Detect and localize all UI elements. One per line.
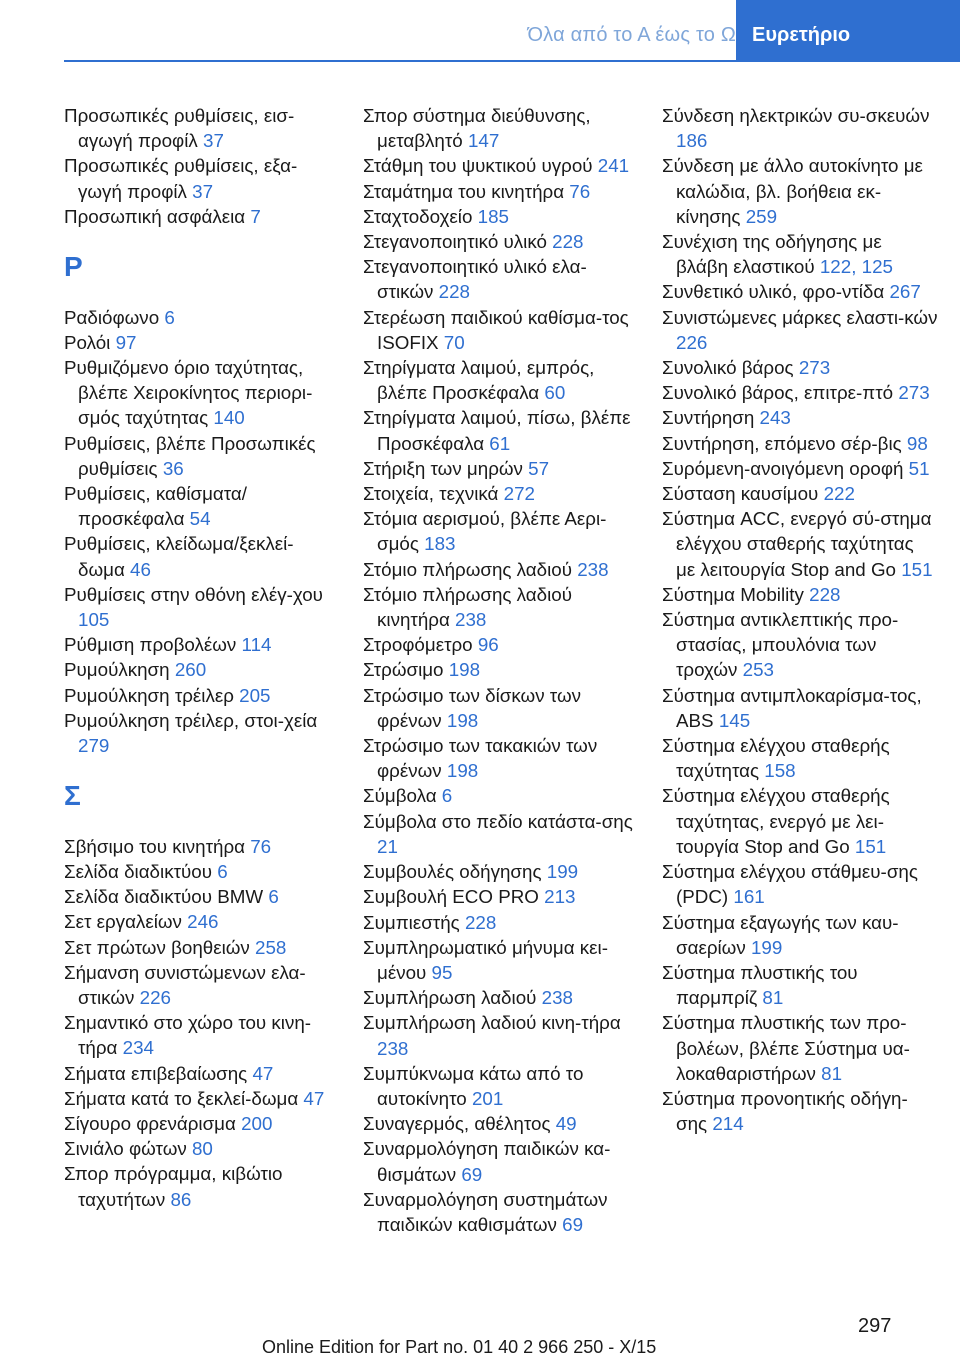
index-entry-term: Σύσταση καυσίμου — [662, 483, 819, 505]
index-entry-page-link[interactable]: 151 — [854, 835, 887, 857]
index-entry-page-link[interactable]: 185 — [477, 205, 509, 227]
index-entry — [363, 1111, 639, 1136]
index-entry — [662, 506, 938, 582]
index-entry-term: Στεγανοποιητικό υλικό ελα‐στικών — [363, 256, 587, 303]
index-entry-page-link[interactable]: 267 — [889, 281, 921, 303]
index-entry — [64, 1010, 340, 1060]
index-entry — [662, 229, 938, 279]
index-entry-term: Σύμβολα στο πεδίο κατάστα‐σης — [363, 810, 633, 832]
index-entry-page-link[interactable]: 198 — [446, 709, 479, 731]
index-entry — [363, 683, 639, 733]
index-entry — [363, 859, 639, 884]
index-letter-heading: Ρ — [64, 250, 83, 282]
index-entry — [363, 632, 639, 657]
page-number: 297 — [858, 1315, 892, 1337]
index-entry-page-link[interactable]: 57 — [528, 457, 550, 479]
index-entry-term: Συναρμολόγηση συστημάτων παιδικών καθισμάτων — [363, 1188, 608, 1235]
index-entry-page-link[interactable]: 259 — [745, 205, 778, 227]
index-entry — [64, 1111, 340, 1136]
index-entry-page-link[interactable]: 69 — [461, 1163, 483, 1185]
index-entry-page-link[interactable]: 81 — [821, 1062, 843, 1084]
index-entry-term: Σύστημα πλυστικής του παρμπρίζ — [662, 961, 858, 1009]
index-entry-term: Σήματα κατά το ξεκλεί‐δωμα — [64, 1087, 299, 1109]
index-entry-term: Στηρίγματα λαιμού, πίσω, βλέπε Προσκέφαλα — [363, 407, 631, 454]
index-entry-term: Ρολόι — [64, 331, 111, 353]
index-entry — [64, 153, 340, 203]
index-entry-term: Ρυθμίσεις, κλείδωμα/ξεκλεί‐δωμα — [64, 533, 294, 580]
index-entry — [363, 254, 639, 304]
index-column-2 — [363, 103, 639, 1237]
index-entry — [363, 305, 639, 355]
index-entry-term: Στηρίγματα λαιμού, εμπρός, βλέπε Προσκέφαλα — [363, 357, 595, 404]
index-entry-term: Στρώσιμο των τακακιών των φρένων — [363, 735, 598, 782]
index-entry — [662, 279, 938, 304]
index-entry-term: Σύστημα προνοητικής οδήγη‐σης — [662, 1087, 908, 1135]
index-entry-term: Σβήσιμο του κινητήρα — [64, 835, 245, 857]
index-entry-term: Ρυθμίσεις στην οθόνη ελέγ‐χου — [64, 583, 323, 605]
index-entry-term: Συνολικό βάρος, επιτρε‐πτό — [662, 382, 894, 404]
index-entry — [363, 179, 639, 204]
index-entry-page-link[interactable]: 228 — [552, 231, 584, 253]
index-entry — [363, 935, 639, 985]
index-entry-term: Στερέωση παιδικού καθίσμα‐τος ISOFIX — [363, 306, 629, 353]
index-entry-page-link[interactable]: 183 — [424, 533, 456, 555]
index-entry — [363, 557, 639, 582]
index-entry — [64, 531, 340, 581]
index-entry-term: Σταχτοδοχείο — [363, 205, 473, 227]
index-entry-page-link[interactable]: 37 — [192, 180, 214, 202]
index-entry-term: Ρυθμίσεις, βλέπε Προσωπικές ρυθμίσεις — [64, 432, 316, 479]
index-entry-page-link[interactable]: 238 — [541, 987, 573, 1009]
index-entry-term: Σινιάλο φώτων — [64, 1138, 187, 1160]
index-entry — [363, 783, 639, 808]
index-entry-term: Συμπλήρωση λαδιού κινη‐τήρα — [363, 1012, 621, 1034]
index-entry — [662, 103, 938, 153]
index-entry-page-link[interactable]: 260 — [174, 659, 207, 681]
index-entry-page-link[interactable]: 273 — [898, 382, 930, 404]
index-entry-term: Σύστημα ελέγχου σταθερής ταχύτητας, ενεργό με λει‐τουργία Stop and Go — [662, 785, 890, 857]
index-entry — [363, 355, 639, 405]
index-entry — [363, 809, 639, 859]
index-entry-term: Ρυμούλκηση τρέιλερ, στοι‐χεία — [64, 709, 318, 731]
section-title: Όλα από το Α έως το Ω — [527, 24, 736, 46]
index-entry-page-link[interactable]: 186 — [676, 130, 708, 152]
index-entry-term: Συμβουλή ECO PRO — [363, 886, 539, 908]
index-entry-term: Στεγανοποιητικό υλικό — [363, 231, 547, 253]
index-entry-page-link[interactable]: 70 — [443, 331, 465, 353]
index-entry-term: Ρυμούλκηση — [64, 659, 170, 681]
index-entry-term: Προσωπικές ρυθμίσεις, εξα‐γωγή προφίλ — [64, 155, 298, 202]
index-entry-page-link[interactable]: 98 — [906, 432, 928, 454]
index-entry-term: Συναρμολόγηση παιδικών κα‐θισμάτων — [363, 1138, 611, 1185]
index-entry-page-link[interactable]: 6 — [441, 785, 453, 807]
index-entry-term: Στοιχεία, τεχνικά — [363, 483, 499, 505]
index-entry-term: Σταμάτημα του κινητήρα — [363, 180, 565, 202]
index-entry — [64, 708, 340, 758]
index-entry — [662, 910, 938, 960]
page-header — [0, 0, 960, 62]
index-entry — [662, 607, 938, 683]
index-entry-term: Συνιστώμενες μάρκες ελαστι‐κών — [662, 306, 938, 328]
index-entry-term: Στήριξη των μηρών — [363, 457, 523, 479]
index-entry-page-link[interactable]: 226 — [139, 987, 171, 1009]
index-entry-term: Σύστημα ελέγχου στάθμευ‐σης (PDC) — [662, 861, 918, 908]
index-entry-page-link[interactable]: 36 — [162, 457, 184, 479]
index-entry — [662, 683, 938, 733]
index-entry-term: Ρυθμίσεις, καθίσματα/ προσκέφαλα — [64, 483, 247, 530]
index-entry-page-link[interactable]: 96 — [477, 634, 499, 656]
index-entry-page-link[interactable]: 199 — [750, 936, 783, 958]
index-entry — [363, 456, 639, 481]
index-column-3 — [662, 103, 938, 1136]
index-entry — [363, 481, 639, 506]
index-entry-page-link[interactable]: 76 — [569, 180, 591, 202]
index-entry-page-link[interactable]: 238 — [455, 609, 487, 631]
index-entry — [363, 910, 639, 935]
index-entry-term: Σήματα επιβεβαίωσης — [64, 1062, 248, 1084]
tab-index[interactable]: Ευρετήριο — [736, 0, 960, 62]
index-entry-term: Ραδιόφωνο — [64, 306, 160, 328]
index-entry — [662, 380, 938, 405]
index-entry-page-link[interactable]: 238 — [577, 558, 609, 580]
index-entry-term: Συρόμενη-ανοιγόμενη οροφή — [662, 457, 904, 479]
index-entry — [363, 733, 639, 783]
index-entry-term: Προσωπική ασφάλεια — [64, 205, 246, 227]
index-entry-page-link[interactable]: 158 — [764, 760, 796, 782]
index-entry — [64, 834, 340, 859]
index-entry-page-link[interactable]: 54 — [189, 508, 211, 530]
index-entry — [64, 859, 340, 884]
index-entry — [64, 305, 340, 330]
index-entry-page-link[interactable]: 105 — [78, 609, 110, 631]
index-entry-term: Σελίδα διαδικτύου — [64, 861, 212, 883]
index-entry — [64, 582, 340, 632]
index-entry-page-link[interactable]: 246 — [187, 911, 219, 933]
index-entry-term: Συνέχιση της οδήγησης με βλάβη ελαστικού — [662, 231, 882, 278]
index-entry — [662, 783, 938, 859]
index-entry — [662, 582, 938, 607]
index-entry-page-link[interactable]: 234 — [122, 1037, 154, 1059]
index-entry — [64, 204, 340, 229]
index-entry — [363, 204, 639, 229]
index-entry-page-link[interactable]: 199 — [546, 861, 579, 883]
index-entry — [363, 985, 639, 1010]
index-entry — [363, 1061, 639, 1111]
index-entry-page-link[interactable]: 37 — [203, 130, 224, 152]
index-entry — [64, 884, 340, 909]
index-entry — [64, 960, 340, 1010]
index-entry-term: Σύστημα ACC, ενεργό σύ‐στημα ελέγχου σταθερής ταχύτητας με λειτουργία Stop and Go — [662, 508, 932, 580]
index-entry-page-link[interactable]: 51 — [908, 457, 930, 479]
index-entry-term: Στροφόμετρο — [363, 634, 473, 656]
index-entry — [64, 103, 340, 153]
index-entry-page-link[interactable]: 86 — [170, 1188, 192, 1210]
index-entry-term: Συμπιεστής — [363, 911, 460, 933]
index-entry-page-link[interactable]: 253 — [742, 659, 775, 681]
index-entry — [662, 960, 938, 1010]
index-column-1 — [64, 103, 340, 1212]
index-entry — [363, 153, 639, 178]
index-entry-term: Συμβουλές οδήγησης — [363, 861, 542, 883]
index-entry-term: Σύστημα πλυστικής των προ‐βολέων, βλέπε Σύστημα υα‐λοκαθαριστήρων — [662, 1012, 910, 1084]
index-entry-term: Στόμια αερισμού, βλέπε Αερι‐σμός — [363, 508, 607, 555]
index-entry-page-link[interactable]: 205 — [239, 684, 271, 706]
index-entry — [662, 153, 938, 229]
index-entry-page-link[interactable]: 238 — [377, 1037, 409, 1059]
index-entry — [363, 657, 639, 682]
index-entry-page-link[interactable]: 21 — [377, 835, 398, 857]
index-entry-term: Σύνδεση ηλεκτρικών συ‐σκευών — [662, 105, 930, 126]
index-entry-term: Συμπληρωματικό μήνυμα κει‐μένου — [363, 936, 608, 983]
index-entry-term: Στρώσιμο των δίσκων των φρένων — [363, 684, 582, 731]
index-entry-term: Στόμιο πλήρωσης λαδιού κινητήρα — [363, 583, 572, 631]
header-rule — [64, 60, 736, 62]
index-entry-term: Σημαντικό στο χώρο του κινη‐τήρα — [64, 1012, 312, 1059]
index-entry-page-link[interactable]: 200 — [241, 1113, 273, 1135]
index-entry-term: Σύστημα αντιμπλοκαρίσμα‐τος, ABS — [662, 684, 922, 731]
index-entry-term: Ρυθμιζόμενο όριο ταχύτητας, βλέπε Χειροκίνητος περιορι‐σμός ταχύτητας — [64, 357, 313, 429]
index-entry-page-link[interactable]: 222 — [823, 483, 855, 505]
index-entry-page-link[interactable]: 114 — [241, 634, 272, 656]
index-entry — [662, 355, 938, 380]
index-entry — [363, 1010, 639, 1060]
index-entry — [662, 1010, 938, 1086]
index-entry-page-link[interactable]: 201 — [471, 1087, 504, 1109]
index-entry — [64, 330, 340, 355]
index-entry-page-link[interactable]: 228 — [464, 911, 497, 933]
index-entry-term: Συντήρηση — [662, 407, 755, 429]
index-entry — [64, 683, 340, 708]
index-entry-term: Σύνδεση με άλλο αυτοκίνητο με καλώδια, βλ. βοήθεια εκ‐κίνησης — [662, 155, 923, 227]
index-entry — [64, 1086, 340, 1111]
index-entry-term: Ρύθμιση προβολέων — [64, 634, 237, 656]
index-entry-page-link[interactable]: 145 — [718, 709, 751, 731]
index-letter-heading: Σ — [64, 779, 81, 811]
index-entry-page-link[interactable]: 122, 125 — [819, 256, 893, 278]
index-entry — [662, 431, 938, 456]
index-entry-term: Συντήρηση, επόμενο σέρ‐βις — [662, 432, 902, 454]
index-entry — [363, 103, 639, 153]
index-entry-page-link[interactable]: 81 — [762, 987, 784, 1009]
index-entry — [363, 229, 639, 254]
footer-edition: Online Edition for Part no. 01 40 2 966 250 - X/15 — [262, 1337, 657, 1357]
index-entry — [64, 481, 340, 531]
index-entry-page-link[interactable]: 95 — [431, 961, 453, 983]
index-entry-page-link[interactable]: 198 — [446, 760, 479, 782]
index-entry-page-link[interactable]: 228 — [809, 583, 841, 605]
index-entry — [662, 859, 938, 909]
index-entry — [64, 1136, 340, 1161]
index-entry-page-link[interactable]: 69 — [562, 1213, 584, 1235]
index-entry-term: Στρώσιμο — [363, 659, 444, 681]
index-entry-page-link[interactable]: 198 — [448, 659, 481, 681]
index-entry-page-link[interactable]: 60 — [544, 382, 566, 404]
index-entry-term: Σίγουρο φρενάρισμα — [64, 1113, 236, 1135]
index-entry-page-link[interactable]: 140 — [213, 407, 245, 429]
index-entry-term: Σύστημα ελέγχου σταθερής ταχύτητας — [662, 735, 890, 782]
index-entry — [64, 431, 340, 481]
index-entry-page-link[interactable]: 272 — [503, 483, 535, 505]
index-entry-page-link[interactable]: 147 — [467, 130, 500, 152]
index-entry-term: Σύστημα εξαγωγής των καυ‐σαερίων — [662, 911, 899, 958]
index-entry — [64, 657, 340, 682]
index-entry — [64, 1061, 340, 1086]
index-entry-page-link[interactable]: 151 — [901, 558, 933, 580]
index-entry-term: Στάθμη του ψυκτικού υγρού — [363, 155, 593, 177]
index-entry-page-link[interactable]: 228 — [438, 281, 470, 303]
index-entry-term: Σετ εργαλείων — [64, 911, 182, 933]
index-entry-term: Σπορ πρόγραμμα, κιβώτιο ταχυτήτων — [64, 1163, 283, 1210]
index-entry-page-link[interactable]: 241 — [597, 155, 630, 177]
index-entry-term: Σπορ σύστημα διεύθυνσης, μεταβλητό — [363, 105, 591, 152]
index-entry — [662, 1086, 938, 1136]
index-entry — [64, 355, 340, 431]
index-entry-page-link[interactable]: 6 — [164, 306, 175, 328]
index-entry — [363, 1136, 639, 1186]
index-entry-term: Συμπλήρωση λαδιού — [363, 987, 537, 1009]
index-entry-page-link[interactable]: 226 — [676, 331, 708, 353]
index-entry — [363, 582, 639, 632]
index-entry-page-link[interactable]: 6 — [217, 861, 228, 883]
index-entry — [64, 909, 340, 934]
index-entry-page-link[interactable]: 243 — [759, 407, 791, 429]
index-entry-page-link[interactable]: 6 — [268, 886, 279, 908]
index-entry — [363, 1187, 639, 1237]
index-entry-page-link[interactable]: 47 — [303, 1087, 325, 1109]
index-entry-term: Συμπύκνωμα κάτω από το αυτοκίνητο — [363, 1062, 584, 1109]
index-entry — [363, 884, 639, 909]
index-entry-term: Συνολικό βάρος — [662, 357, 794, 379]
index-entry — [64, 935, 340, 960]
index-entry-term: Ρυμούλκηση τρέιλερ — [64, 684, 234, 706]
index-entry — [662, 405, 938, 430]
index-entry-page-link[interactable]: 258 — [255, 936, 287, 958]
index-entry-page-link[interactable]: 80 — [191, 1138, 213, 1160]
index-entry — [64, 1161, 340, 1211]
index-entry-page-link[interactable]: 47 — [252, 1062, 274, 1084]
index-entry-page-link[interactable]: 97 — [115, 331, 137, 353]
index-entry-page-link[interactable]: 46 — [130, 558, 151, 580]
index-entry-page-link[interactable]: 161 — [733, 886, 765, 908]
index-entry-page-link[interactable]: 213 — [544, 886, 576, 908]
index-entry-term: Σύμβολα — [363, 785, 437, 807]
index-entry — [662, 481, 938, 506]
index-entry-term: Σήμανση συνιστώμενων ελα‐στικών — [64, 961, 306, 1009]
index-entry — [363, 506, 639, 556]
index-entry-term: Σύστημα Mobility — [662, 583, 804, 605]
index-entry — [662, 305, 938, 355]
index-entry-page-link[interactable]: 214 — [712, 1113, 744, 1135]
index-entry-page-link[interactable]: 279 — [78, 735, 110, 757]
index-entry-term: Σύστημα αντικλεπτικής προ‐στασίας, μπουλόνια των τροχών — [662, 609, 899, 681]
index-entry-term: Συνθετικό υλικό, φρο‐ντίδα — [662, 281, 885, 303]
index-entry-page-link[interactable]: 49 — [555, 1113, 577, 1135]
index-entry-page-link[interactable]: 273 — [798, 357, 831, 379]
index-entry — [363, 405, 639, 455]
index-entry-term: Σετ πρώτων βοηθειών — [64, 936, 250, 958]
index-entry-page-link[interactable]: 7 — [250, 205, 261, 227]
index-entry-term: Στόμιο πλήρωσης λαδιού — [363, 558, 572, 580]
index-entry — [662, 456, 938, 481]
index-entry-term: Προσωπικές ρυθμίσεις, εισ‐αγωγή προφίλ — [64, 105, 295, 152]
index-entry — [64, 632, 340, 657]
index-entry-page-link[interactable]: 76 — [250, 835, 272, 857]
index-entry-page-link[interactable]: 61 — [489, 432, 511, 454]
index-entry — [662, 733, 938, 783]
index-entry-term: Σελίδα διαδικτύου BMW — [64, 886, 264, 908]
index-entry-term: Συναγερμός, αθέλητος — [363, 1113, 551, 1135]
